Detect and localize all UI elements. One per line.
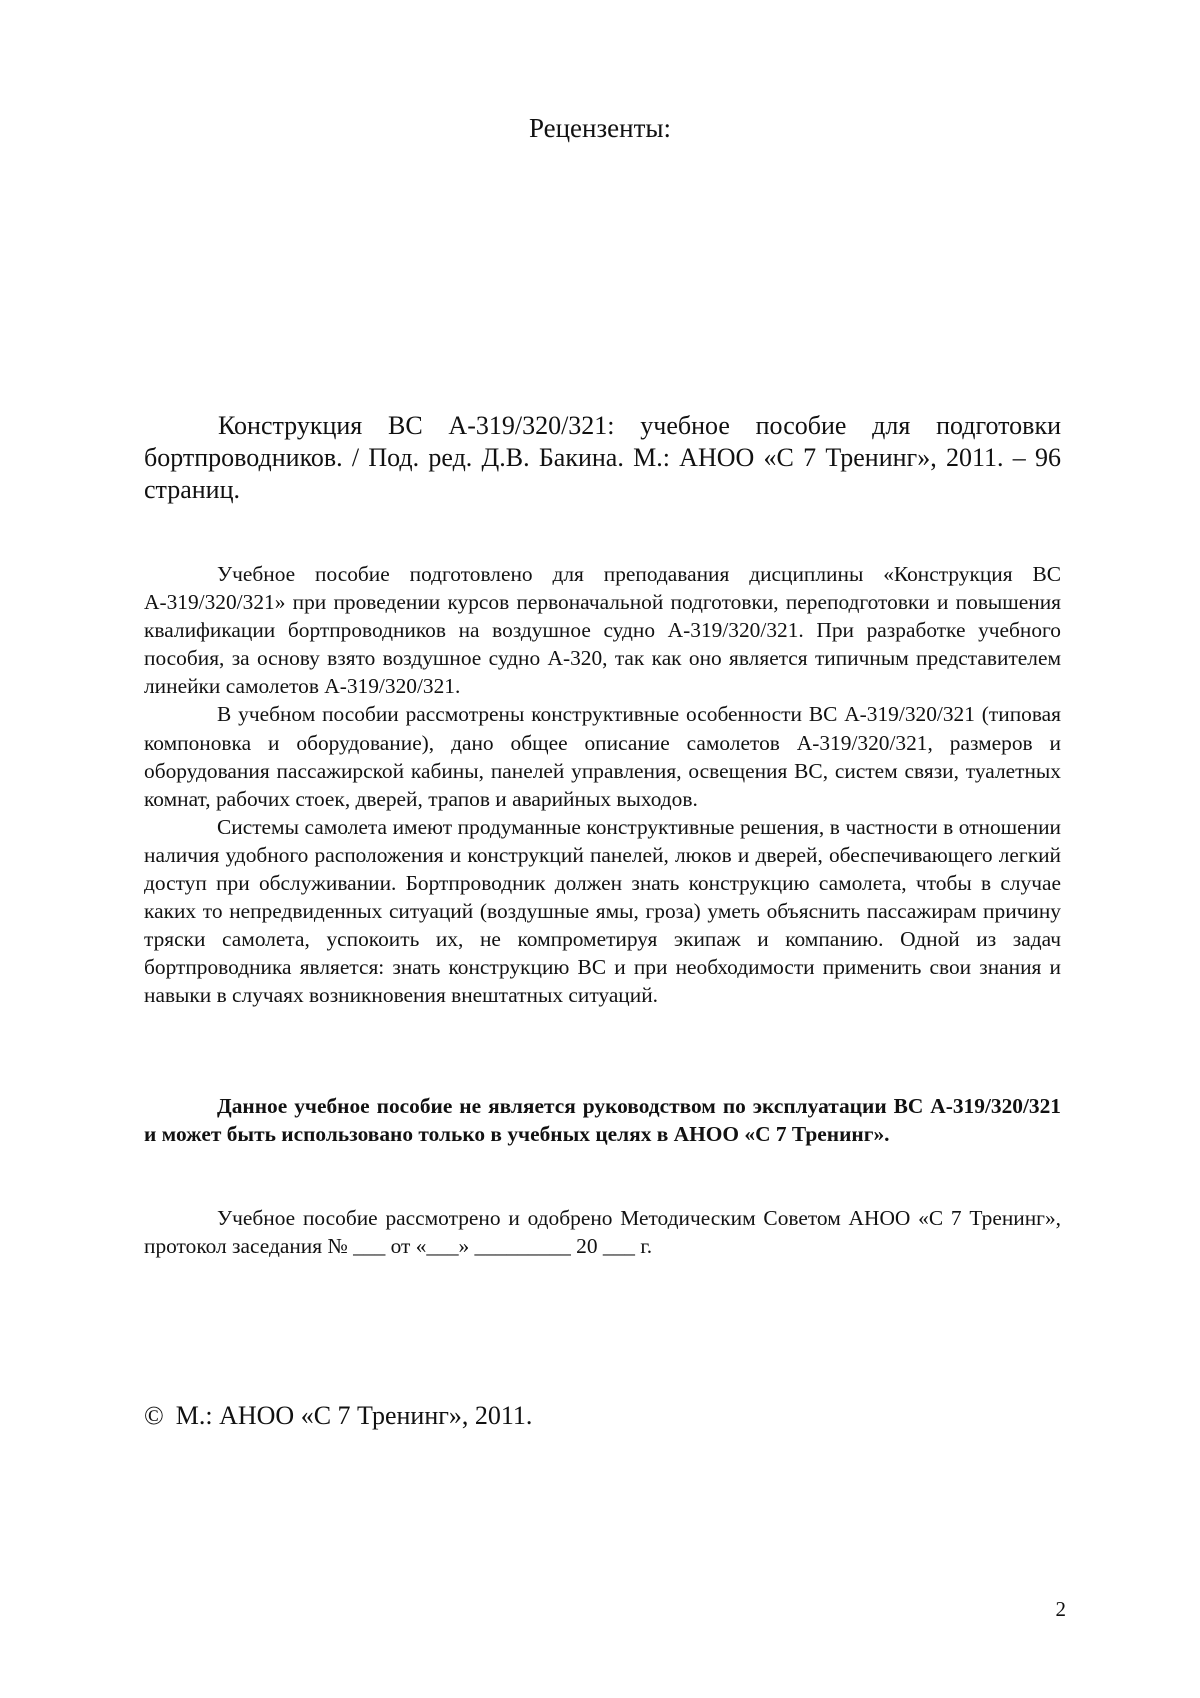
bibliographic-citation (144, 410, 1061, 506)
copyright-line (144, 1400, 1061, 1432)
copyright-text: М.: АНОО «С 7 Тренинг», 2011. (175, 1401, 533, 1430)
page-number: 2 (1055, 1597, 1066, 1621)
reviewers-heading: Рецензенты: (528, 113, 672, 143)
disclaimer-text: Данное учебное пособие не является руководством по эксплуатации ВС А-319/320/321 и может быть использовано только в учебных целях в АНОО «С 7 Тренинг». (144, 1094, 1061, 1147)
annotation-paragraph-3: Системы самолета имеют продуманные конструктивные решения, в частности в отношении наличия удобного расположения и конструкций панелей, люков и дверей, обеспечивающего легкий доступ при обслуживании. Бортпроводник должен знать конструкцию самолета, чтобы в случае каких то непредвиденных ситуаций (воздушные ямы, гроза) уметь объяснить пассажирам причину тряски самолета, успокоить их, не компрометируя экипаж и компанию. Одной из задач бортпроводника является: знать конструкцию ВС и при необходимости применить свои знания и навыки в случаях возникновения внештатных ситуаций. (144, 814, 1061, 1008)
annotation-text (144, 560, 1061, 1010)
annotation-paragraph-2: В учебном пособии рассмотрены конструктивные особенности ВС А-319/320/321 (типовая компоновка и оборудование), дано общее описание самолетов А-319/320/321, размеров и оборудования пассажирской кабины, панелей управления, освещения ВС, систем связи, туалетных комнат, рабочих стоек, дверей, трапов и аварийных выходов. (144, 702, 1061, 811)
approval-text: Учебное пособие рассмотрено и одобрено Методическим Советом АНОО «С 7 Тренинг», протокол заседания № ___ от «___» _________ 20 ___ г. (144, 1206, 1061, 1259)
copyright-symbol: © (144, 1401, 164, 1430)
annotation-paragraph-1: Учебное пособие подготовлено для преподавания дисциплины «Конструкция ВС А-319/320/321» при проведении курсов первоначальной подготовки, переподготовки и повышения квалификации бортпроводников на воздушное судно А-319/320/321. При разработке учебного пособия, за основу взято воздушное судно А-320, так как оно является типичным представителем линейки самолетов А-319/320/321. (144, 562, 1061, 699)
citation-text: Конструкция ВС А-319/320/321: учебное пособие для подготовки бортпроводников. / Под. ред. Д.В. Бакина. М.: АНОО «С 7 Тренинг», 2011. – 96 страниц. (144, 411, 1061, 504)
